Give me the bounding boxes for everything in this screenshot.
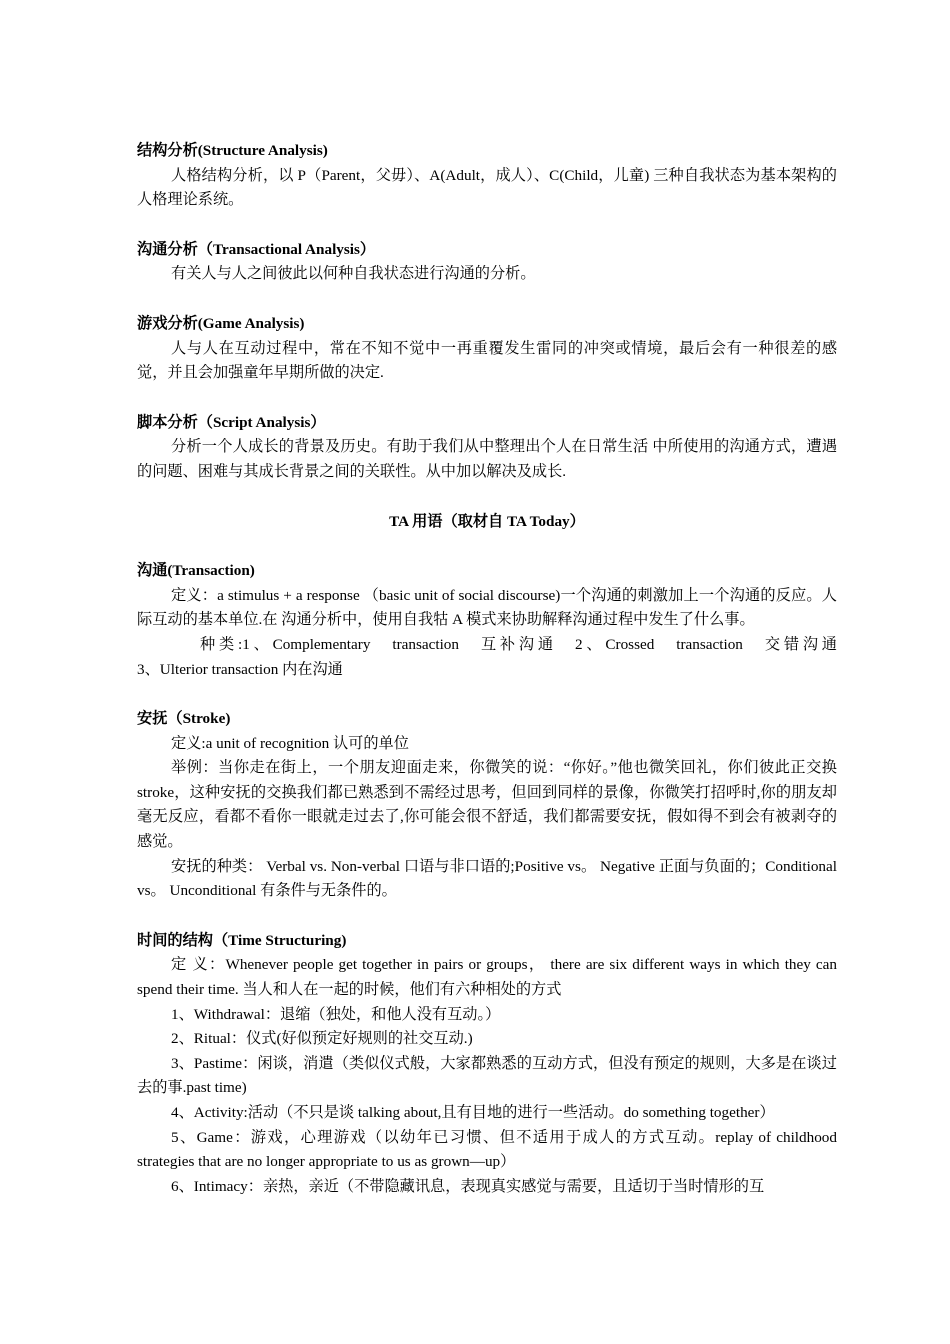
time-item: 2、Ritual：仪式(好似预定好规则的社交互动.) [171,1030,473,1048]
time-structuring-definition: 定 义：Whenever people get together in pairs or groups， there are six different ways in which they can spend their time. 当人和人在一起的时候，他们有六种相处的方式 [137,956,837,999]
time-item: 3、Pastime：闲谈，消遣（类似仪式般，大家都熟悉的互动方式，但没有预定的规则，大多是在谈过去的事.past time) [137,1054,837,1097]
transaction-kinds [137,633,837,658]
time-item: 6、Intimacy：亲热，亲近（不带隐藏讯息，表现真实感觉与需要，且适切于当时情形的互 [171,1177,765,1195]
kinds-part: 交 错 沟 通 [764,635,837,653]
kinds-part: 互 补 沟 通 [480,635,554,653]
stroke-definition: 定义:a unit of recognition 认可的单位 [171,734,409,752]
time-item: 1、Withdrawal：退缩（独处，和他人没有互动。） [171,1005,501,1023]
transaction-definition: 定义：a stimulus + a response （basic unit of social discourse)一个沟通的刺激加上一个沟通的反应。人际互动的基本单位.在 沟通分析中，使用自我牯 A 模式来协助解释沟通过程中发生了什么事。 [137,586,837,629]
terms-title: TA 用语（取材自 TA Today） [389,512,585,530]
time-item: 4、Activity:活动（不只是谈 talking about,且有目地的进行一些活动。do something together） [171,1104,775,1121]
structure-analysis-body: 人格结构分析，以 P（Parent，父毋）、A(Adult，成人）、C(Child，儿童) 三种自我状态为基本架构的人格理论系统。 [137,166,837,209]
stroke-kinds: 安抚的种类： Verbal vs. Non-verbal 口语与非口语的;Positive vs。 Negative 正面与负面的；Conditional vs。 Unconditional 有条件与无条件的。 [137,857,837,900]
transactional-analysis-body: 有关人与人之间彼此以何种自我状态进行沟通的分析。 [171,265,536,283]
transaction-heading: 沟通(Transaction) [137,562,255,580]
stroke-heading: 安抚（Stroke) [137,710,231,728]
kinds-part: 种 类 :1 、 Complementary [200,635,371,653]
time-item: 5、Game：游戏，心理游戏（以幼年已习惯、但不适用于成人的方式互动。replay of childhood strategies that are no longer appropriate to us as grown—up） [137,1128,837,1171]
script-analysis-heading: 脚本分析（Script Analysis） [137,413,326,431]
kinds-part: 2 、 Crossed [575,635,655,653]
game-analysis-heading: 游戏分析(Game Analysis) [137,314,305,332]
structure-analysis-heading: 结构分析(Structure Analysis) [137,142,328,159]
time-structuring-heading: 时间的结构（Time Structuring) [137,931,347,949]
stroke-example: 举例：当你走在街上，一个朋友迎面走来，你微笑的说：“你好。”他也微笑回礼，你们彼此正交换 stroke，这种安抚的交换我们都已熟悉到不需经过思考，但回到同样的景像，你微笑打招呼时,你的朋友却毫无反应，看都不看你一眼就走过去了,你可能会很不舒适，我们都需要安抚，假如得不到会有被剥夺的感觉。 [137,759,837,851]
kinds-part: transaction [392,635,459,653]
document-page [137,139,837,1199]
transaction-kinds-cont: 3、Ulterior transaction 内在沟通 [137,660,343,678]
kinds-part: transaction [676,635,743,653]
game-analysis-body: 人与人在互动过程中，常在不知不觉中一再重覆发生雷同的冲突或情境，最后会有一种很差的感觉，并且会加强童年早期所做的决定. [137,339,837,382]
script-analysis-body: 分析一个人成长的背景及历史。有助于我们从中整理出个人在日常生活 中所使用的沟通方式，遭遇的问题、困难与其成长背景之间的关联性。从中加以解决及成长. [137,438,837,480]
transactional-analysis-heading: 沟通分析（Transactional Analysis） [137,240,376,258]
